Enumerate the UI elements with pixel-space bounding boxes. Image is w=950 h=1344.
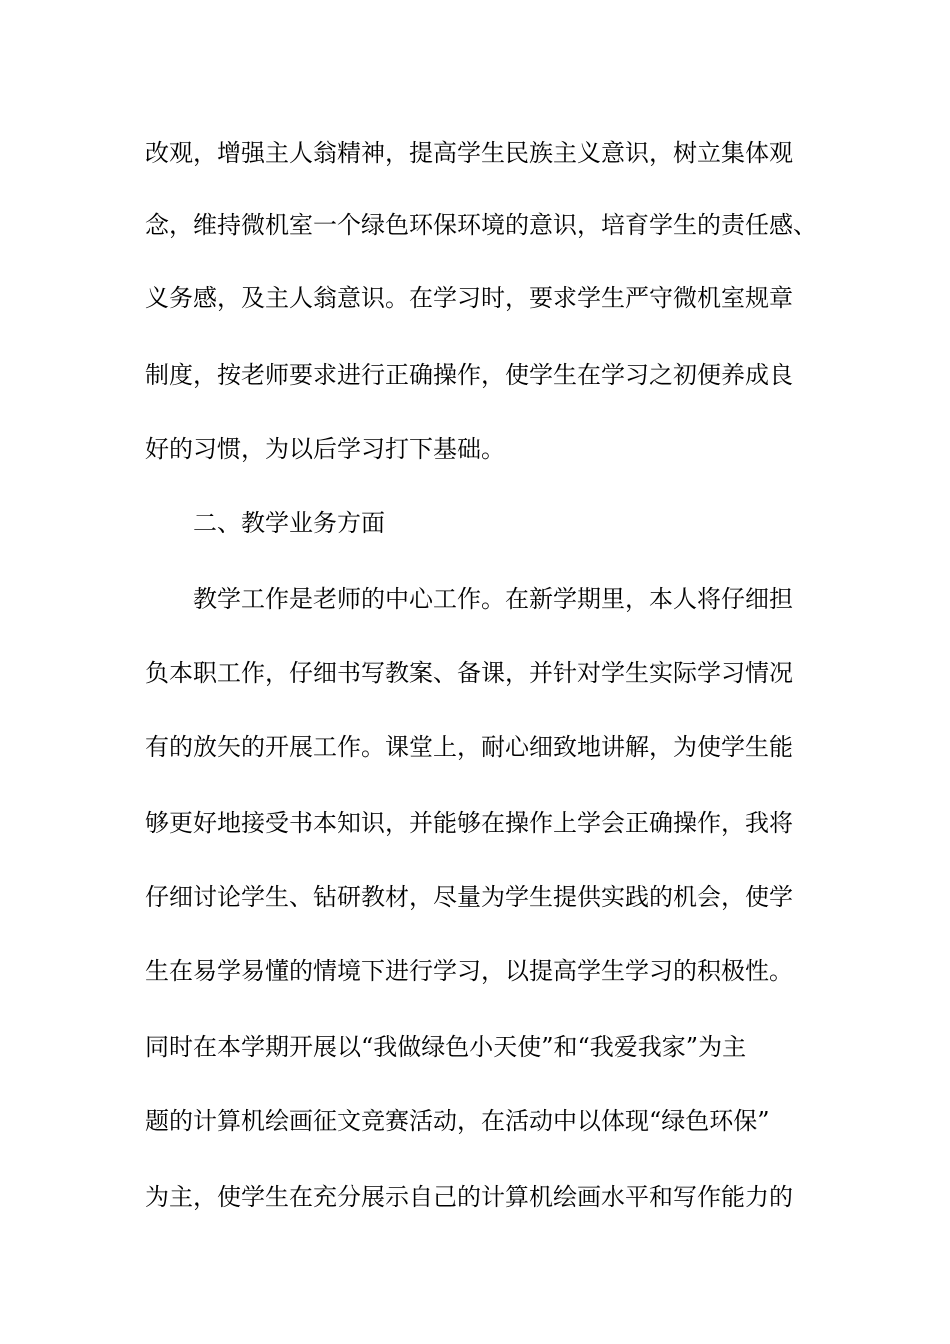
paragraph-line-7: 负本职工作，仔细书写教案、备课，并针对学生实际学习情况 <box>145 659 793 687</box>
paragraph-line-1: 改观，增强主人翁精神，提高学生民族主义意识，树立集体观 <box>145 139 793 167</box>
paragraph-line-9: 够更好地接受书本知识，并能够在操作上学会正确操作，我将 <box>145 809 793 837</box>
paragraph-line-10: 仔细讨论学生、钻研教材，尽量为学生提供实践的机会，使学 <box>145 883 793 911</box>
paragraph-line-11: 生在易学易懂的情境下进行学习，以提高学生学习的积极性。 <box>145 957 793 985</box>
paragraph-line-5: 好的习惯，为以后学习打下基础。 <box>145 435 505 463</box>
paragraph-line-8: 有的放矢的开展工作。课堂上，耐心细致地讲解，为使学生能 <box>145 733 793 761</box>
paragraph-line-14: 为主，使学生在充分展示自己的计算机绘画水平和写作能力的 <box>145 1183 793 1211</box>
paragraph-line-4: 制度，按老师要求进行正确操作，使学生在学习之初便养成良 <box>145 361 793 389</box>
paragraph-line-3: 义务感，及主人翁意识。在学习时，要求学生严守微机室规章 <box>145 284 793 312</box>
paragraph-line-12: 同时在本学期开展以“我做绿色小天使”和“我爱我家”为主 <box>145 1033 747 1061</box>
paragraph-line-6: 教学工作是老师的中心工作。在新学期里，本人将仔细担 <box>193 585 793 613</box>
paragraph-line-13: 题的计算机绘画征文竞赛活动，在活动中以体现“绿色环保” <box>145 1107 770 1135</box>
paragraph-line-2: 念，维持微机室一个绿色环保环境的意识，培育学生的责任感、 <box>145 211 817 239</box>
section-heading: 二、教学业务方面 <box>193 509 385 537</box>
